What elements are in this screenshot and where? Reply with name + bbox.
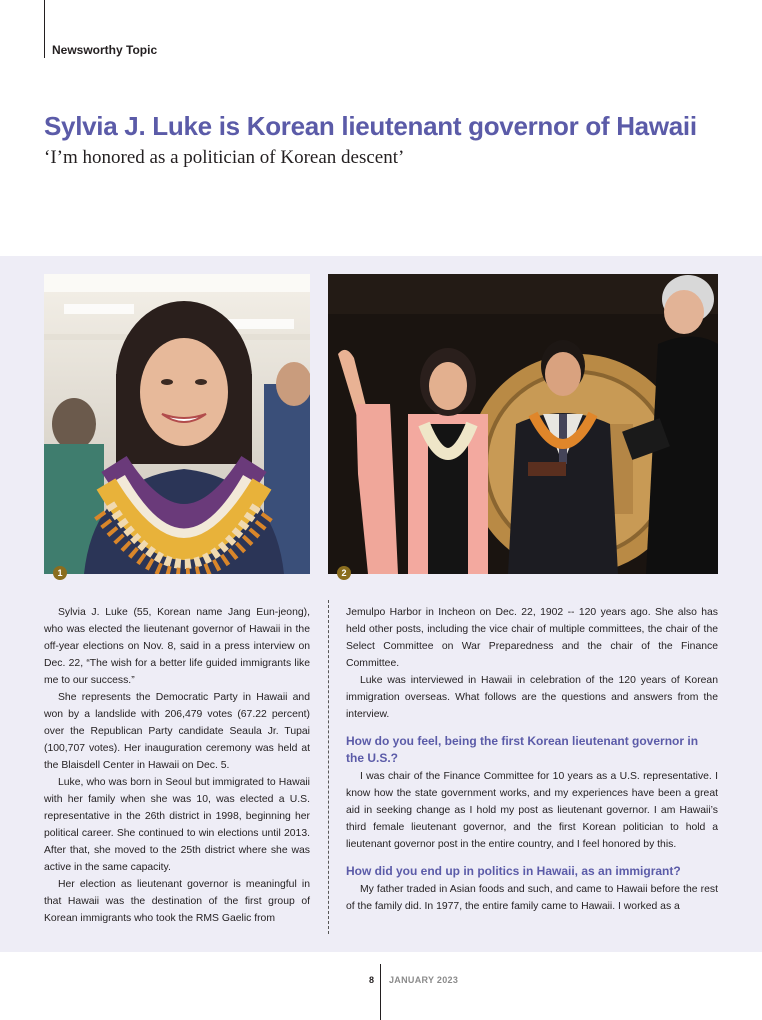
header-rule [44,0,45,58]
footer-rule [380,964,381,1020]
article-subtitle: ‘I’m honored as a politician of Korean descent’ [44,147,405,168]
article-title: Sylvia J. Luke is Korean lieutenant governor of Hawaii [44,111,697,141]
photo-badge-1: 1 [53,566,67,580]
interview-answer: I was chair of the Finance Committee for 10 years as a U.S. representative. I know how the state government works, and my experiences have been a great aid in seeking change as I hold my post as lieutenant governor. I am Hawaii’s third female lieutenant governor, and the first Korean politician to hold a lieutenant governor post in the entire country, and I feel honored by this. [346,771,718,850]
paragraph: She represents the Democratic Party in Hawaii and won by a landslide with 206,479 votes (67.22 percent) over the Republican Party candidate Seaula Jr. Tupai (100,707 votes). Her inauguration ceremony was held at the Blaisdell Center in Hawaii on Dec. 5. [44,692,310,771]
issue-date: JANUARY 2023 [389,975,459,985]
page-number: 8 [368,975,374,985]
body-column-left [44,604,310,927]
body-column-right [346,604,718,915]
paragraph: Sylvia J. Luke (55, Korean name Jang Eun-jeong), who was elected the lieutenant governor of Hawaii in the off-year elections on Nov. 8, said in a press interview on Dec. 22, “The wish for a better life guided immigrants like me to our success.” [44,607,310,686]
paragraph: Luke, who was born in Seoul but immigrated to Hawaii with her family when she was 10, was elected a U.S. representative in the 26th district in 1998, beginning her political career. She continued to win elections until 2013. After that, she moved to the 25th district where she was active in the same capacity. [44,777,310,873]
section-label: Newsworthy Topic [52,43,158,57]
interview-answer: My father traded in Asian foods and such, and came to Hawaii before the rest of the family did. In 1977, the entire family came to Hawaii. I worked as a [346,884,718,912]
photo-badge-2: 2 [337,566,351,580]
column-divider [328,600,329,934]
photo-inauguration [328,274,718,574]
paragraph: Luke was interviewed in Hawaii in celebration of the 120 years of Korean immigration overseas. What follows are the questions and answers from the interview. [346,675,718,720]
paragraph: Her election as lieutenant governor is meaningful in that Hawaii was the destination of the first group of Korean immigrants who took the RMS Gaelic from [44,879,310,924]
interview-question: How did you end up in politics in Hawaii, as an immigrant? [346,864,681,878]
interview-question: How do you feel, being the first Korean lieutenant governor in the U.S.? [346,734,699,765]
photo-portrait [44,274,310,574]
paragraph: Jemulpo Harbor in Incheon on Dec. 22, 1902 -- 120 years ago. She also has held other posts, including the vice chair of multiple committees, the chair of the Select Committee on War Preparedness and the chair of the Finance Committee. [346,607,718,669]
